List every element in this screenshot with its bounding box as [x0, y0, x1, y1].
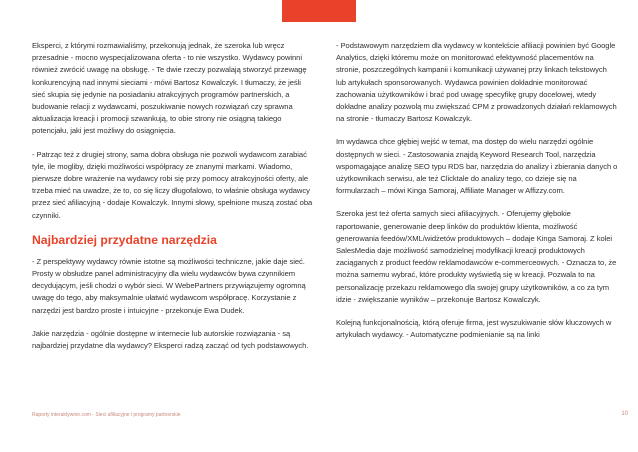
paragraph: - Z perspektywy wydawcy równie istotne są możliwości techniczne, jakie daje sieć. Prosty w obsłudze panel administracyjny dla wielu wydawców bywa czynnikiem decydującym, jeśli chodzi o wybór sieci. W WebePartners przywiązujemy ogromną uwagę do tego, aby maksymalnie ułatwić wydawcom współpracę. Korzystanie z narzędzi jest bardzo proste i intuicyjne - przekonuje Ewa Dudek. [32, 256, 306, 315]
paragraph: Eksperci, z którymi rozmawialiśmy, przekonują jednak, że szeroka lub wręcz przesadnie - mocno wyspecjalizowana oferta - to nie wszystko. Wydawcy powinni również zwrócić uwagę na obsługę. - Te dwie rzeczy pozwalają stworzyć przewagę konkurencyjną nad innymi sieciami - mówi Bartosz Kowalczyk. I tłumaczy, że jeśli sieć skupia się jedynie na posiadaniu atrakcyjnych programów partnerskich, a budowanie relacji z wydawcami, poszukiwanie nowych rozwiązań czy sprawna aktualizacja kreacji i promocji szwankują, to obie strony nie osiągną takiego potencjału, jaki jest możliwy do osiągnięcia. [32, 41, 307, 136]
paragraph: - Patrząc też z drugiej strony, sama dobra obsługa nie pozwoli wydawcom zarabiać tyle, ile mogliby, dzięki możliwości współpracy ze znanymi markami. Wiadomo, pierwsze dobre wrażenie na wydawcy robi się przy pomocy atrakcyjności oferty, ale trzeba mieć na uwadze, że to, co się liczy długofalowo, to właśnie obsługa wydawcy przez sieć afiliacyjną - dodaje Kowalczyk. Innymi słowy, spełnione muszą zostać oba czynniki. [32, 149, 313, 220]
left-column [32, 40, 314, 363]
paragraph: Jakie narzędzia - ogólnie dostępne w internecie lub autorskie rozwiązania - są najbardziej przydatne dla wydawcy? Eksperci radzą zacząć od tych podstawowych. [32, 328, 309, 351]
paragraph: Im wydawca chce głębiej wejść w temat, ma dostęp do wielu narzędzi ogólnie dostępnych w sieci. - Zastosowania znajdą Keyword Research Tool, narzędzia wspomagające analizę SEO typu RDS bar, narzędzia do analizy i zbierania danych o użytkownikach serwisu, ale też Clicktale do analizy tego, co dzieje się na formularzach – mówi Kinga Samoraj, Affiliate Manager w Affizzy.com. [336, 137, 618, 196]
paragraph: Szeroka jest też oferta samych sieci afiliacyjnych. - Oferujemy głębokie raportowanie, generowanie deep linków do produktów klienta, możliwość generowania feedów/XML/widżetów produktowych – dodaje Kinga Samoraj. Z kolei SalesMedia daje możliwość samodzielnej modyfikacji kreacji produktowych zaciąganych z product feedów reklamodawców e-commerceowych. - Oznacza to, że można samemu wybrać, które produkty wyświetlą się w kreacji. Pozwala to na personalizację przekazu reklamowego dla swojej grupy użytkowników, a co za tym idzie - zwiększanie wyników – przekonuje Bartosz Kowalczyk. [336, 209, 617, 304]
section-heading: Najbardziej przydatne narzędzia [32, 232, 217, 247]
paragraph: Kolejną funkcjonalnością, którą oferuje firma, jest wyszukiwanie słów kluczowych w artykułach wydawcy. - Automatyczne podmienianie są na linki [336, 318, 612, 340]
paragraph: - Podstawowym narzędziem dla wydawcy w kontekście afiliacji powinien być Google Analytics, dzięki któremu może on monitorować efektywność placementów na stronie, poszczególnych kampanii i komunikacji używanej przy linkach tekstowych lub artykułach sponsorowanych. Wydawca powinien dokładnie monitorować zachowania użytkowników i brać pod uwagę specyfikę grupy docelowej, wtedy dokładne analizy pozwolą mu zwiększać CPM z prowadzonych działań reklamowych na stronie - tłumaczy Bartosz Kowalczyk. [336, 41, 617, 124]
right-column [336, 40, 618, 352]
footer-publication-title: Raporty interaktywnie.com - Sieci afiliacyjne i programy partnerskie [32, 412, 181, 418]
header-accent-bar [282, 0, 356, 22]
page-number: 10 [621, 411, 628, 417]
